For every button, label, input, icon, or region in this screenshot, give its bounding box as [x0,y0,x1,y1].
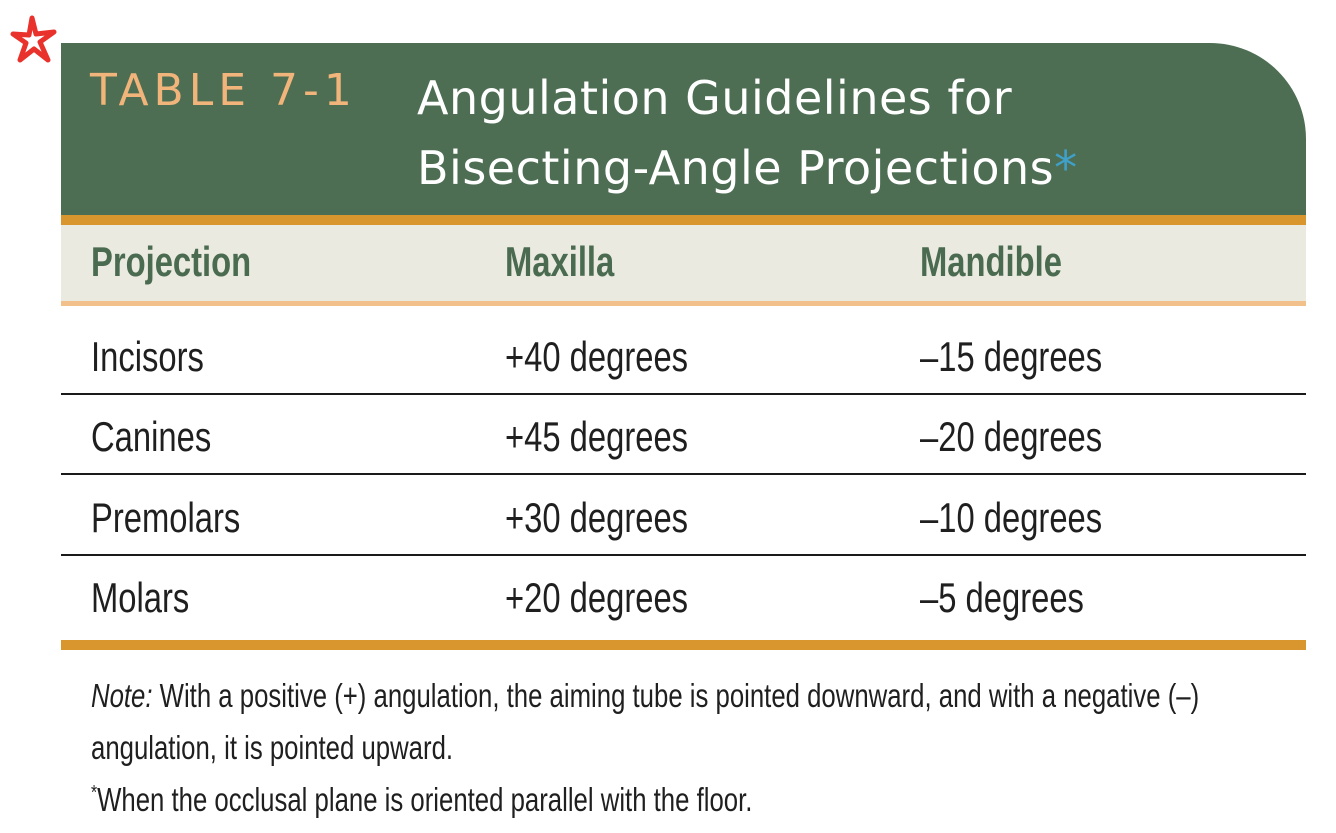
cell-mandible: –10 degrees [920,494,1103,541]
column-header-maxilla: Maxilla [505,238,615,285]
cell-projection: Premolars [91,494,241,541]
red-star-icon [10,14,60,66]
title-footnote-marker: * [1054,141,1078,195]
cell-maxilla: +30 degrees [505,494,689,541]
cell-projection: Molars [91,574,190,621]
cell-mandible: –20 degrees [920,413,1103,460]
table-title-line-2: Bisecting-Angle Projections [417,141,1055,195]
note-label: Note: [91,677,153,714]
header-divider [61,215,1306,225]
cell-maxilla: +20 degrees [505,574,689,621]
cell-projection: Incisors [91,333,204,380]
footnote-marker: * [91,782,98,804]
table-header [61,43,1306,215]
table-notes [91,670,1277,826]
table-number: TABLE 7-1 [90,65,357,116]
table-row [61,395,1306,475]
table-row [61,476,1306,556]
column-header-mandible: Mandible [920,238,1062,285]
row-divider [61,473,1306,475]
table-title [417,63,1277,203]
cell-maxilla: +40 degrees [505,333,689,380]
cell-mandible: –15 degrees [920,333,1103,380]
table-row [61,556,1306,636]
note-text-line-1: With a positive (+) angulation, the aiming tube is pointed downward, and with a negative (–) [152,677,1200,714]
column-header-projection: Projection [91,238,252,285]
cell-mandible: –5 degrees [920,574,1084,621]
cell-projection: Canines [91,413,212,460]
cell-maxilla: +45 degrees [505,413,689,460]
note-text-line-2: angulation, it is pointed upward. [91,729,454,766]
table-bottom-divider [61,640,1306,650]
table-title-line-1: Angulation Guidelines for [417,71,1013,125]
table-row [61,315,1306,395]
column-header-divider [61,301,1306,306]
footnote-text: When the occlusal plane is oriented parallel with the floor. [97,781,753,818]
